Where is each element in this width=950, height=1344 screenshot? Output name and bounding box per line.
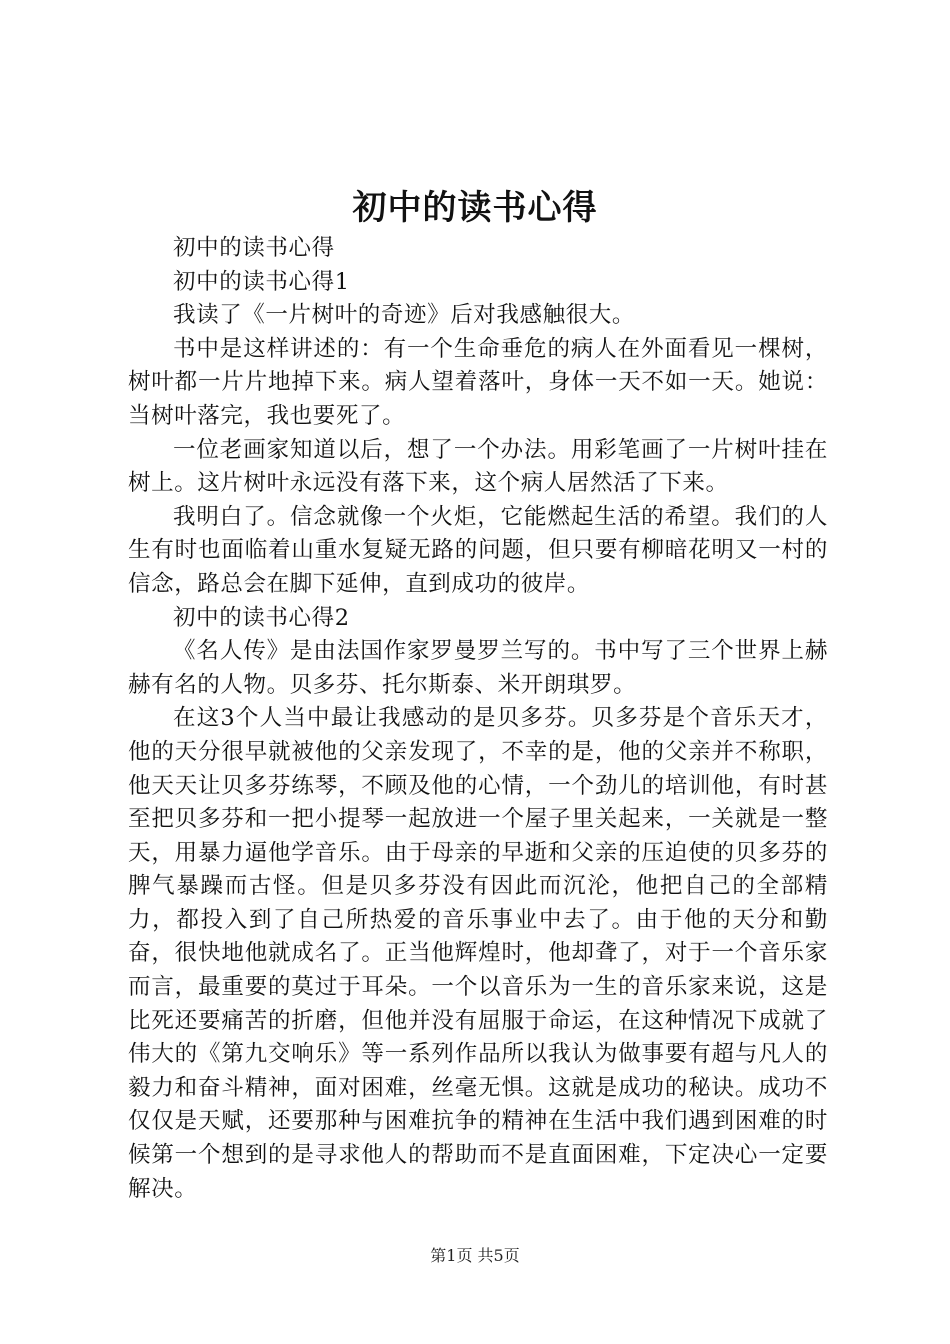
body-paragraph: 在这3个人当中最让我感动的是贝多芬。贝多芬是个音乐天才，他的天分很早就被他的父亲发现了，不幸的是，他的父亲并不称职，他天天让贝多芬练琴，不顾及他的心情，一个劲儿的培训他，有时甚至把贝多芬和一把小提琴一起放进一个屋子里关起来，一关就是一整天，用暴力逼他学音乐。由于母亲的早逝和父亲的压迫使的贝多芬的脾气暴躁而古怪。但是贝多芬没有因此而沉沦，他把自己的全部精力，都投入到了自己所热爱的音乐事业中去了。由于他的天分和勤奋，很快地他就成名了。正当他辉煌时，他却聋了，对于一个音乐家而言，最重要的莫过于耳朵。一个以音乐为一生的音乐家来说，这是比死还要痛苦的折磨，但他并没有屈服于命运，在这种情况下成就了伟大的《第九交响乐》等一系列作品所以我认为做事要有超与凡人的毅力和奋斗精神，面对困难，丝毫无惧。这就是成功的秘诀。成功不仅仅是天赋，还要那种与困难抗争的精神在生活中我们遇到困难的时候第一个想到的是寻求他人的帮助而不是直面困难，下定决心一定要解决。 — [128, 705, 828, 1202]
body-paragraph: 一位老画家知道以后，想了一个办法。用彩笔画了一片树叶挂在树上。这片树叶永远没有落下来，这个病人居然活了下来。 — [128, 436, 828, 497]
body-paragraph: 我读了《一片树叶的奇迹》后对我感触很大。 — [173, 302, 636, 329]
body-paragraph: 初中的读书心得 — [173, 235, 335, 261]
body-paragraph: 我明白了。信念就像一个火炬，它能燃起生活的希望。我们的人生有时也面临着山重水复疑无路的问题，但只要有柳暗花明又一村的信念，路总会在脚下延伸，直到成功的彼岸。 — [128, 503, 828, 597]
body-paragraph: 书中是这样讲述的：有一个生命垂危的病人在外面看见一棵树，树叶都一片片地掉下来。病人望着落叶，身体一天不如一天。她说：当树叶落完，我也要死了。 — [128, 335, 828, 429]
section-heading: 初中的读书心得2 — [173, 604, 350, 631]
body-paragraph: 《名人传》是由法国作家罗曼罗兰写的。书中写了三个世界上赫赫有名的人物。贝多芬、托尔斯泰、米开朗琪罗。 — [128, 638, 828, 698]
section-heading: 初中的读书心得1 — [173, 268, 350, 295]
document-title: 初中的读书心得 — [352, 188, 598, 228]
document-body — [128, 232, 828, 1206]
page-number-footer: 第1页 共5页 — [430, 1246, 520, 1265]
